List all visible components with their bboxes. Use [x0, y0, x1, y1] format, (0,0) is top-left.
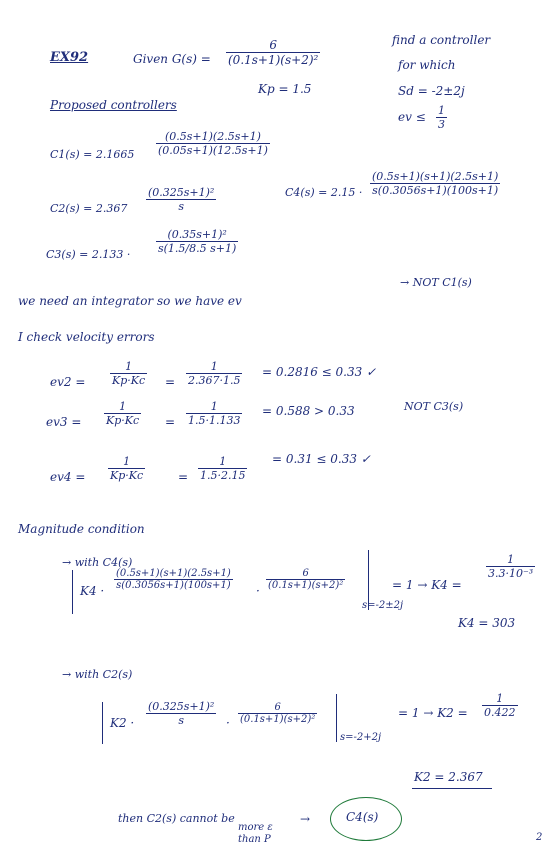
g-numerator: 6 — [226, 38, 320, 53]
k2-equation: = 1 → K2 = — [398, 706, 468, 720]
ev-spec: ev ≤ — [398, 110, 426, 124]
k4-bar-left — [72, 570, 73, 614]
ev4-frac1-num: 1 — [108, 455, 145, 469]
k4-g-num: 6 — [266, 568, 345, 580]
k4-lhs: K4 · — [80, 584, 105, 598]
k2-res-num: 1 — [482, 692, 518, 706]
ev2-frac2-num: 1 — [186, 360, 242, 374]
ev4-frac2 — [198, 455, 247, 482]
ev3-frac1-den: Kp·Kc — [106, 414, 140, 427]
c1-fraction — [156, 130, 270, 157]
k2-result-fraction — [482, 692, 518, 719]
exercise-label: EX92 — [50, 50, 89, 65]
k4-equation: = 1 → K4 = — [392, 578, 462, 592]
k4-num: (0.5s+1)(s+1)(2.5s+1) — [116, 568, 231, 579]
k2-bar-left — [102, 702, 103, 744]
c1-num: (0.5s+1)(2.5s+1) — [156, 130, 270, 144]
k4-g-fraction — [266, 568, 345, 591]
kp-value: Kp = 1.5 — [258, 82, 312, 96]
k2-den: s — [178, 714, 184, 727]
k4-result-fraction — [486, 553, 535, 580]
c1-lhs: C1(s) = 2.1665 — [50, 148, 135, 161]
ev4-frac2-den: 1.5·2.15 — [200, 469, 246, 482]
k2-fraction — [146, 700, 216, 727]
ev3-frac2-num: 1 — [186, 400, 242, 414]
ev3-frac2 — [186, 400, 242, 427]
k2-bar-right — [336, 694, 337, 742]
ev2-eq: = — [165, 375, 176, 389]
k2-g-fraction — [238, 702, 317, 725]
integrator-note: we need an integrator so we have ev — [18, 294, 242, 308]
ev4-frac1-den: Kp·Kc — [110, 469, 144, 482]
c4-fraction — [370, 170, 500, 197]
k4-dot: · — [256, 584, 260, 598]
k2-num: (0.325s+1)² — [148, 700, 215, 713]
c4-num: (0.5s+1)(s+1)(2.5s+1) — [372, 170, 499, 183]
with-c2-label: → with C2(s) — [62, 668, 133, 681]
not-c1-note: → NOT C1(s) — [400, 276, 472, 289]
k2-g-den: (0.1s+1)(s+2)² — [240, 714, 316, 725]
magnitude-heading: Magnitude condition — [18, 522, 145, 536]
c2-den: s — [178, 200, 184, 213]
c1-den: (0.05s+1)(12.5s+1) — [158, 144, 268, 157]
c3-fraction — [156, 228, 238, 255]
ev4-frac2-num: 1 — [198, 455, 247, 469]
c4-lhs: C4(s) = 2.15 · — [285, 186, 363, 199]
ev-spec-num: 1 — [438, 104, 445, 117]
c2-lhs: C2(s) = 2.367 — [50, 202, 128, 215]
ev3-frac1-num: 1 — [104, 400, 141, 414]
k2-final-underline — [412, 788, 492, 789]
conclusion-arrow: → — [300, 812, 311, 826]
ev3-eq: = — [165, 415, 176, 429]
ev2-result: = 0.2816 ≤ 0.33 ✓ — [262, 365, 377, 379]
g-fraction — [226, 38, 320, 67]
k4-g-den: (0.1s+1)(s+2)² — [268, 580, 344, 591]
ev2-frac1-num: 1 — [110, 360, 147, 374]
ev3-frac2-den: 1.5·1.133 — [188, 414, 241, 427]
ev4-frac1 — [108, 455, 145, 482]
k4-res-num: 1 — [486, 553, 535, 567]
given-text: Given G(s) = — [133, 52, 211, 66]
with-c4-label: → with C4(s) — [62, 556, 133, 569]
ev4-eq: = — [178, 470, 189, 484]
page-number: 2 — [536, 832, 543, 843]
ev-spec-fraction — [436, 104, 447, 131]
ev2-lhs: ev2 = — [50, 375, 86, 389]
k4-fraction — [114, 568, 233, 591]
k2-res-den: 0.422 — [484, 706, 516, 719]
ev3-frac1 — [104, 400, 141, 427]
c2-num: (0.325s+1)² — [148, 186, 215, 199]
not-c3-note: NOT C3(s) — [404, 400, 464, 413]
g-denominator: (0.1s+1)(s+2)² — [228, 53, 319, 67]
conclusion-sub-2: than P — [238, 834, 271, 845]
k2-final: K2 = 2.367 — [414, 770, 483, 784]
ev3-result: = 0.588 > 0.33 — [262, 404, 355, 418]
k4-den: s(0.3056s+1)(100s+1) — [116, 580, 231, 591]
k4-final: K4 = 303 — [458, 616, 516, 630]
ev4-result: = 0.31 ≤ 0.33 ✓ — [272, 452, 371, 466]
sd-value: Sd = -2±2j — [398, 84, 465, 98]
velocity-heading: I check velocity errors — [18, 330, 155, 344]
c4-den: s(0.3056s+1)(100s+1) — [372, 184, 499, 197]
find-text-1: find a controller — [392, 33, 491, 47]
ev2-frac1 — [110, 360, 147, 387]
k2-dot: · — [226, 716, 230, 730]
ev2-frac2 — [186, 360, 242, 387]
ev4-lhs: ev4 = — [50, 470, 86, 484]
c3-num: (0.35s+1)² — [156, 228, 238, 242]
proposed-heading: Proposed controllers — [50, 98, 177, 112]
k4-res-den: 3.3·10⁻³ — [488, 567, 534, 580]
c2-fraction — [146, 186, 216, 213]
k2-g-num: 6 — [238, 702, 317, 714]
ev2-frac2-den: 2.367·1.5 — [188, 374, 241, 387]
ev2-frac1-den: Kp·Kc — [112, 374, 146, 387]
answer-text: C4(s) — [346, 810, 379, 824]
c3-lhs: C3(s) = 2.133 · — [46, 248, 131, 261]
k4-eval-point: s=-2±2j — [362, 600, 404, 611]
ev3-lhs: ev3 = — [46, 415, 82, 429]
find-text-2: for which — [398, 58, 456, 72]
conclusion-sub-1: more ε — [238, 822, 273, 833]
c3-den: s(1.5/8.5 s+1) — [158, 242, 237, 255]
ev-spec-den: 3 — [438, 118, 445, 131]
conclusion-text: then C2(s) cannot be — [118, 812, 235, 825]
k2-eval-point: s=-2+2j — [340, 732, 382, 743]
k2-lhs: K2 · — [110, 716, 135, 730]
